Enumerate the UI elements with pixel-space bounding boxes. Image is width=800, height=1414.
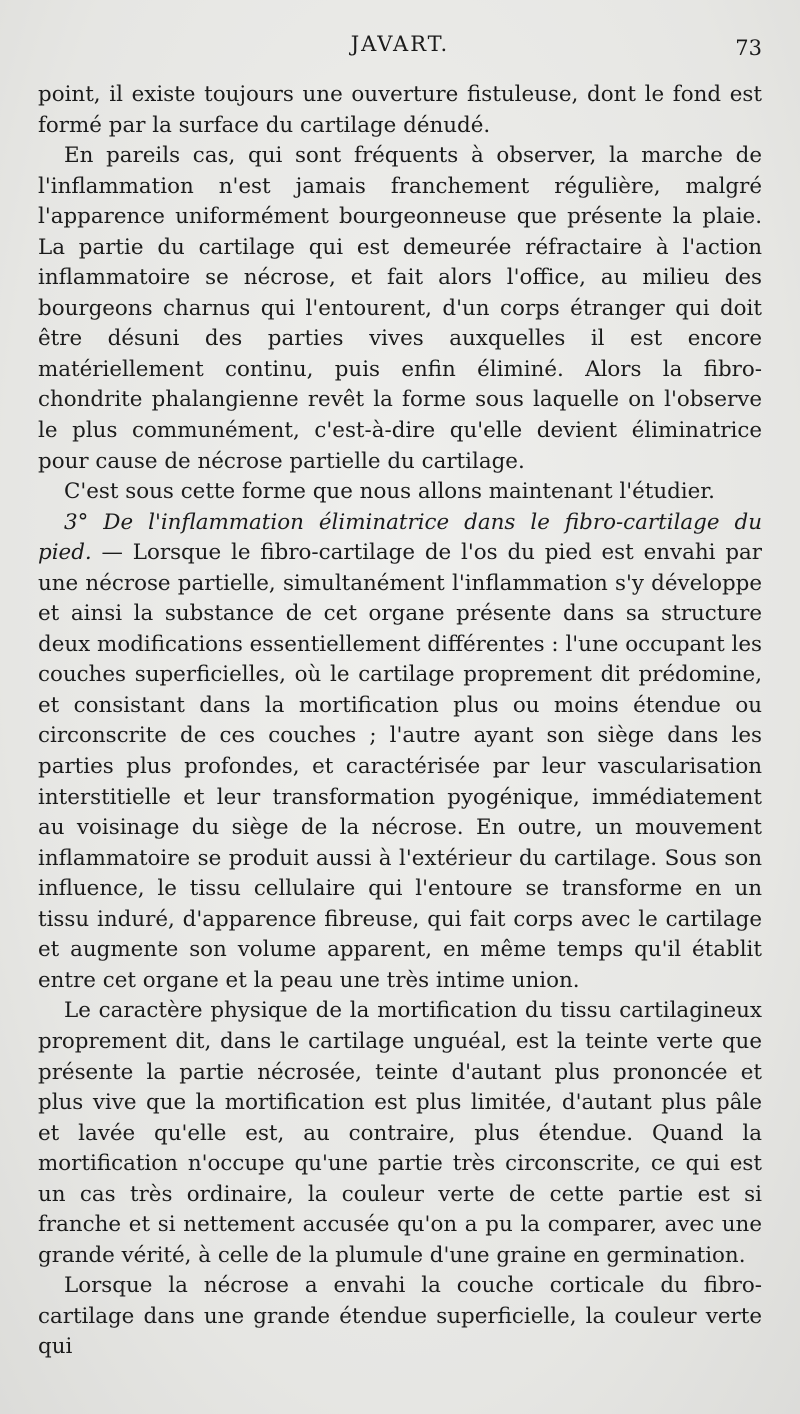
paragraph-section-3 xyxy=(38,508,762,997)
section-heading: 3° De l'inflammation éliminatrice dans le fibro-cartilage du pied. xyxy=(38,509,762,566)
page-number: 73 xyxy=(735,36,762,60)
body-text xyxy=(38,80,762,1363)
running-title: JAVART. xyxy=(350,32,450,56)
page-header xyxy=(38,28,762,80)
paragraph-necrose: En pareils cas, qui sont fréquents à observer, la marche de l'inflammation n'est jamais franchement régulière, malgré l'apparence uniformément bourgeonneuse que présente la plaie. La partie du cartilage qui est demeurée réfractaire à l'action inflammatoire se nécrose, et fait alors l'office, au milieu des bourgeons charnus qui l'entourent, d'un corps étranger qui doit être désuni des parties vives auxquelles il est encore matériellement continu, puis enfin éliminé. Alors la fibro-chondrite phalangienne revêt la forme sous laquelle on l'observe le plus communément, c'est-à-dire qu'elle devient éliminatrice pour cause de nécrose partielle du cartilage. xyxy=(38,143,762,474)
paragraph-continuation: point, il existe toujours une ouverture fistuleuse, dont le fond est formé par la surface du cartilage dénudé. xyxy=(38,82,762,138)
paragraph-couche-corticale: Lorsque la nécrose a envahi la couche corticale du fibro-cartilage dans une grande étendue superficielle, la couleur verte qui xyxy=(38,1273,762,1360)
paragraph-transition: C'est sous cette forme que nous allons maintenant l'étudier. xyxy=(64,479,715,505)
section-3-body: — Lorsque le fibro-cartilage de l'os du pied est envahi par une nécrose partielle, simultanément l'inflammation s'y développe et ainsi la substance de cet organe présente dans sa structure deux modifications essentiellement différentes : l'une occupant les couches superficielles, où le cartilage proprement dit prédomine, et consistant dans la mortification plus ou moins étendue ou circonscrite de ces couches ; l'autre ayant son siège dans les parties plus profondes, et caractérisée par leur vascularisation interstitielle et leur transformation pyogénique, immédiatement au voisinage du siège de la nécrose. En outre, un mouvement inflammatoire se produit aussi à l'extérieur du cartilage. Sous son influence, le tissu cellulaire qui l'entoure se transforme en un tissu induré, d'apparence fibreuse, qui fait corps avec le cartilage et augmente son volume apparent, en même temps qu'il établit entre cet organe et la peau une très intime union. xyxy=(38,540,762,993)
paragraph-couleur-verte: Le caractère physique de la mortification du tissu cartilagineux proprement dit, dans le cartilage unguéal, est la teinte verte que présente la partie nécrosée, teinte d'autant plus prononcée et plus vive que la mortification est plus limitée, d'autant plus pâle et lavée qu'elle est, au contraire, plus étendue. Quand la mortification n'occupe qu'une partie très circonscrite, ce qui est un cas très ordinaire, la couleur verte de cette partie est si franche et si nettement accusée qu'on a pu la comparer, avec une grande vérité, à celle de la plumule d'une graine en germination. xyxy=(38,998,762,1268)
